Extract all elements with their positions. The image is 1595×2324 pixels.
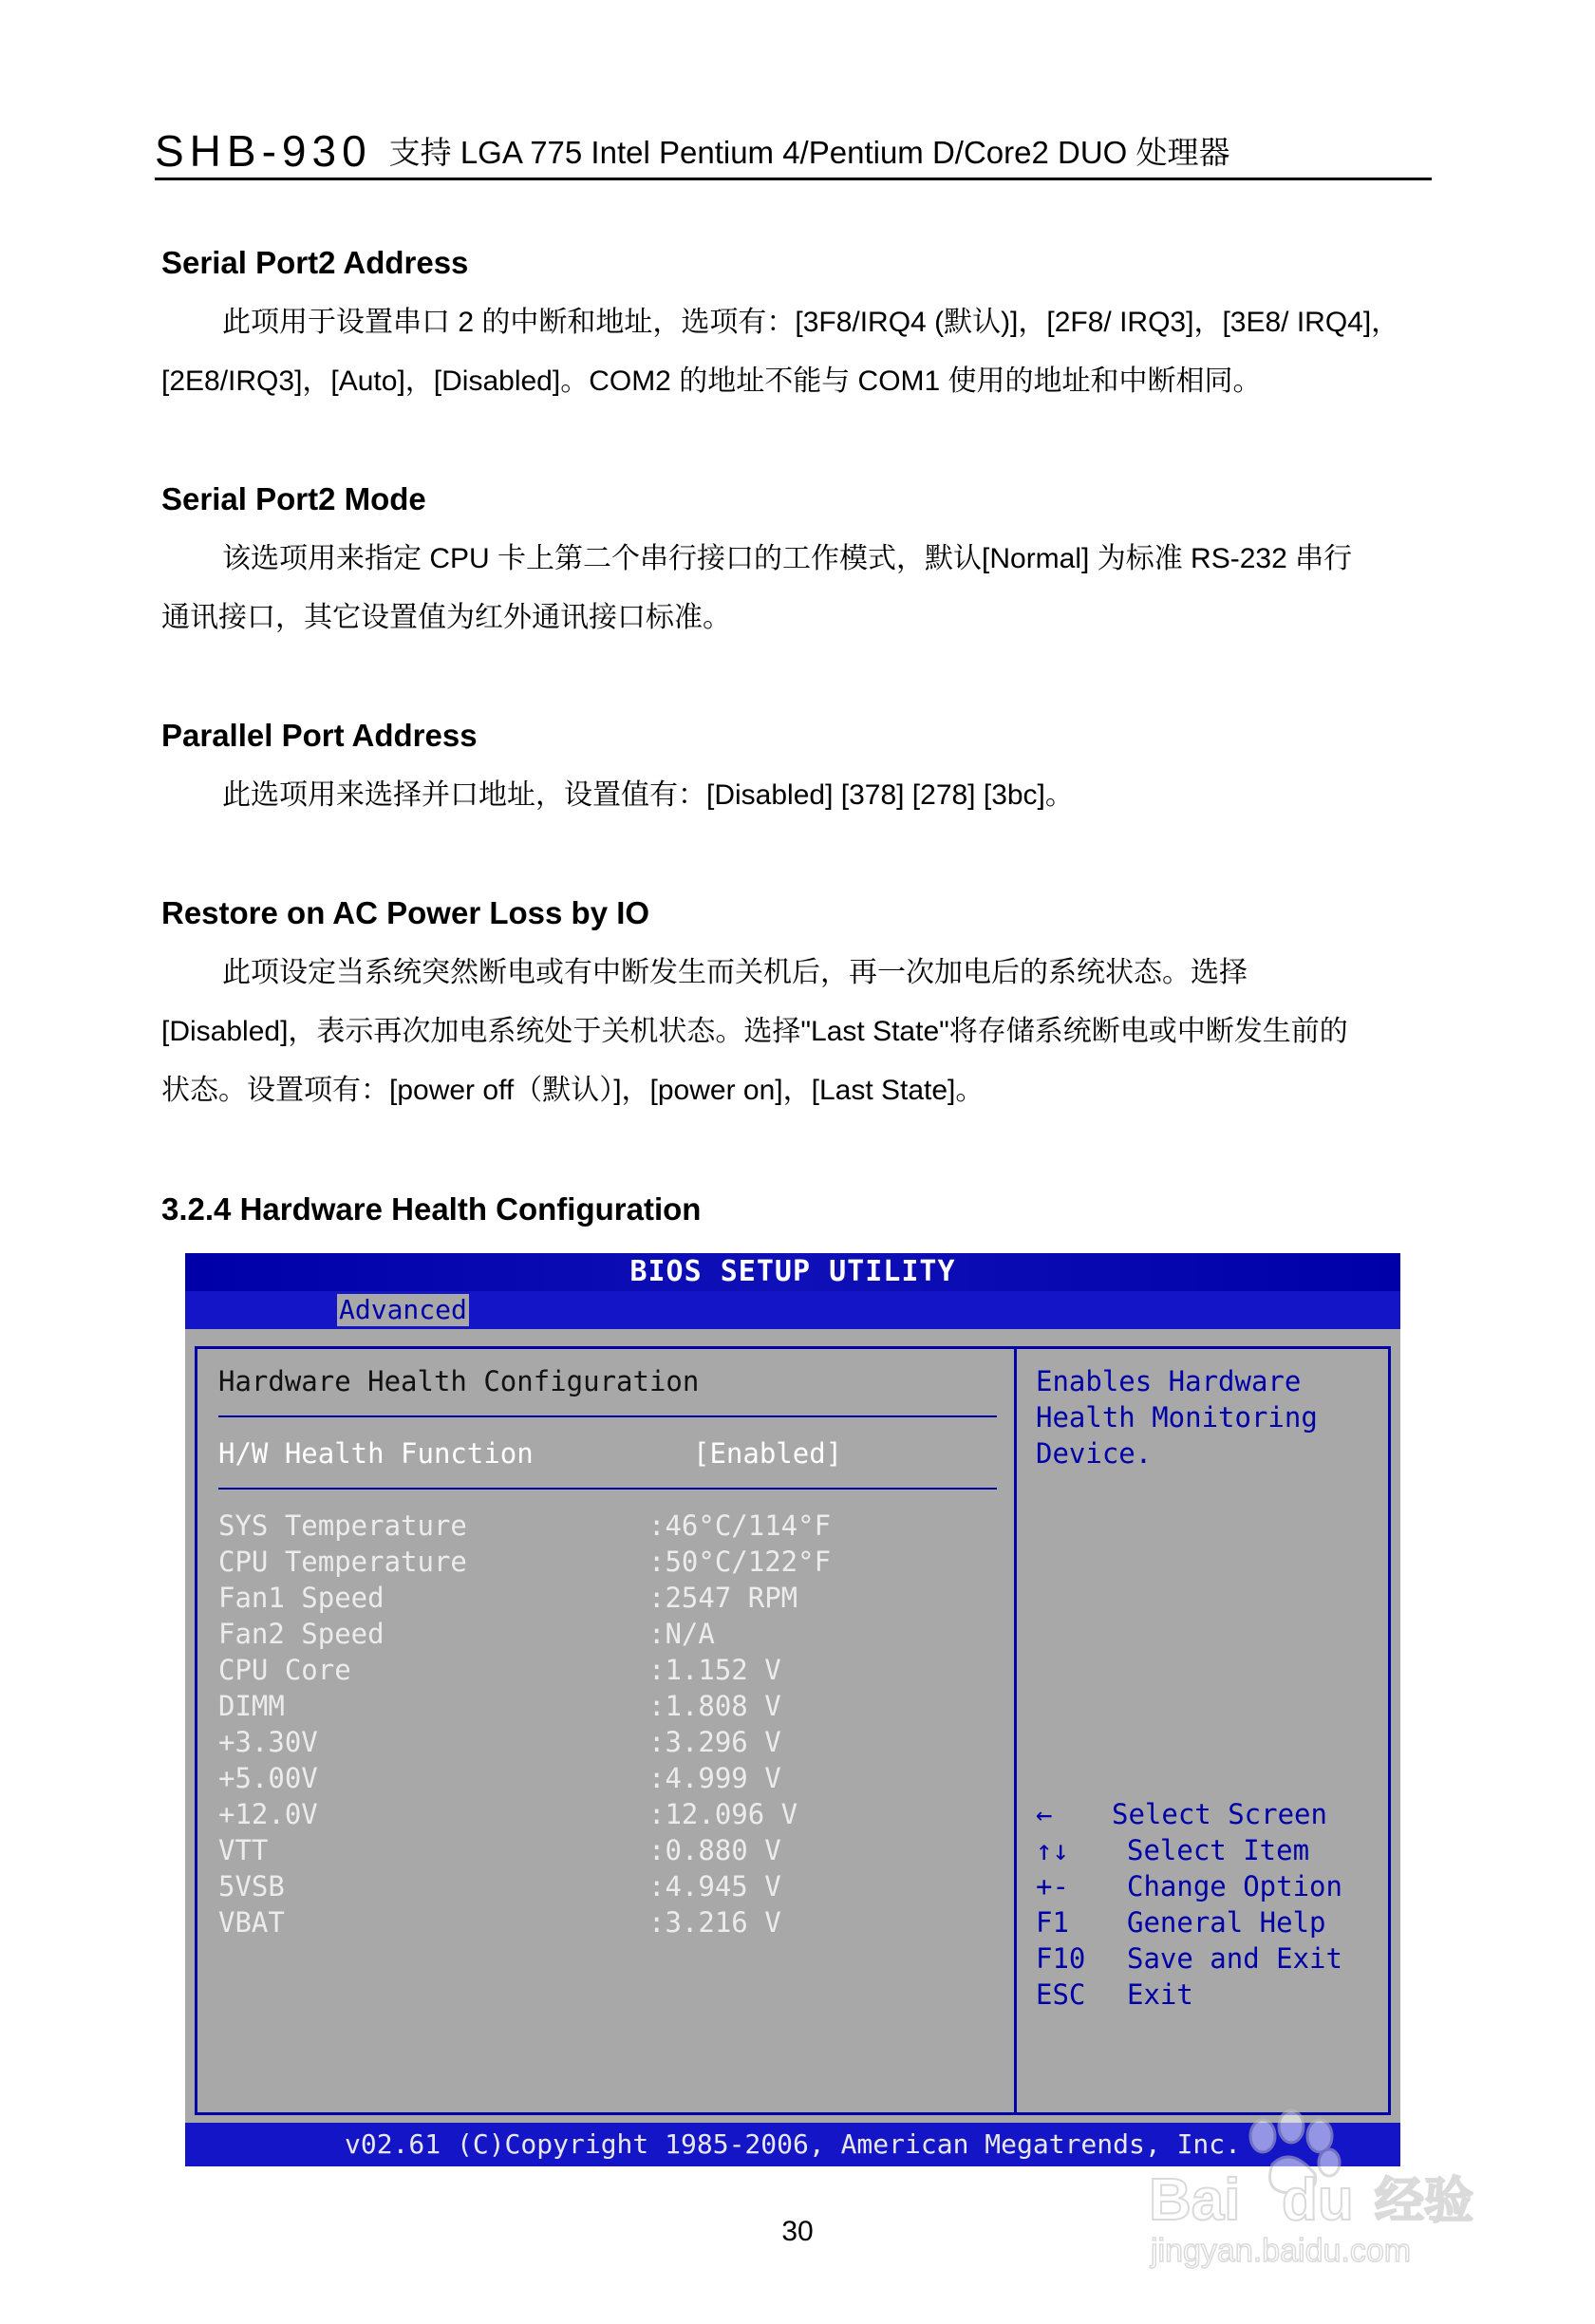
svg-text:jingyan.baidu.com: jingyan.baidu.com	[1151, 2233, 1412, 2269]
bios-reading-label: VTT	[218, 1834, 269, 1866]
bios-panel-title: Hardware Health Configuration	[218, 1365, 700, 1397]
section-body-parallel-port-address	[161, 766, 1430, 825]
bios-reading-label: VBAT	[218, 1906, 285, 1939]
bios-health-function-value[interactable]: [Enabled]	[693, 1437, 843, 1470]
bios-screenshot	[185, 1253, 1400, 2166]
bios-main-panel	[195, 1346, 1017, 2115]
bios-reading-value: :50°C/122°F	[648, 1546, 832, 1578]
bios-reading-value: :12.096 V	[648, 1798, 798, 1830]
paragraph-line: 此项设定当系统突然断电或有中断发生而关机后，再一次加电后的系统状态。选择	[222, 957, 1248, 988]
paragraph-line: 状态。设置项有：[power off（默认）]，[power on]，[Last State]。	[161, 1075, 985, 1106]
bios-help-text: Health Monitoring	[1036, 1401, 1318, 1434]
section-title-restore-ac-power: Restore on AC Power Loss by IO	[161, 895, 650, 930]
bios-reading-label: CPU Temperature	[218, 1546, 467, 1578]
paragraph-line: [Disabled]，表示再次加电系统处于关机状态。选择"Last State"将存储系统断电或中断发生前的	[161, 1016, 1348, 1047]
bios-help-panel	[1017, 1346, 1391, 2115]
bios-key: ↑↓	[1036, 1834, 1069, 1866]
section-title-parallel-port-address: Parallel Port Address	[161, 718, 478, 753]
bios-reading-value: :46°C/114°F	[648, 1509, 832, 1542]
bios-reading-label: +12.0V	[218, 1798, 318, 1830]
baidu-paw-logo	[1130, 2098, 1510, 2269]
bios-key-action: General Help	[1127, 1906, 1326, 1939]
bios-title-bar: BIOS SETUP UTILITY	[185, 1253, 1400, 1291]
header-subtitle: 支持 LGA 775 Intel Pentium 4/Pentium D/Core2 DUO 处理器	[388, 135, 1230, 170]
bios-key-action: Save and Exit	[1127, 1942, 1342, 1975]
bios-key-action: Select Item	[1127, 1834, 1310, 1866]
bios-health-function-label[interactable]: H/W Health Function	[218, 1437, 534, 1470]
section-title-serial-port2-mode: Serial Port2 Mode	[161, 481, 426, 516]
paragraph-line: 此选项用来选择并口地址，设置值有：[Disabled] [378] [278] [3bc]。	[222, 779, 1074, 811]
bios-separator	[218, 1415, 997, 1417]
section-body-restore-ac-power	[161, 944, 1430, 1120]
page-number: 30	[781, 2216, 814, 2247]
bios-key: F1	[1036, 1906, 1069, 1939]
bios-reading-value: :4.945 V	[648, 1870, 781, 1902]
bios-key: ESC	[1036, 1978, 1086, 2011]
section-body-serial-port2-mode	[161, 530, 1430, 647]
bios-reading-value: :2547 RPM	[648, 1582, 798, 1614]
bios-key-action: Select Screen	[1112, 1798, 1327, 1830]
baidu-jingyan-watermark	[1130, 2098, 1510, 2269]
section-title-serial-port2-address: Serial Port2 Address	[161, 245, 469, 280]
bios-reading-value: :3.216 V	[648, 1906, 781, 1939]
bios-menu-bar	[185, 1291, 1400, 1329]
section-body-serial-port2-address	[161, 293, 1430, 411]
bios-reading-value: :1.152 V	[648, 1654, 781, 1686]
bios-key: +-	[1036, 1870, 1069, 1902]
bios-reading-value: :3.296 V	[648, 1726, 781, 1758]
model-name: SHB-930	[155, 126, 372, 176]
bios-reading-value: :4.999 V	[648, 1762, 781, 1794]
paragraph-line: [2E8/IRQ3]，[Auto]，[Disabled]。COM2 的地址不能与 COM1 使用的地址和中断相同。	[161, 365, 1262, 397]
bios-reading-label: SYS Temperature	[218, 1509, 467, 1542]
paragraph-line: 该选项用来指定 CPU 卡上第二个串行接口的工作模式，默认[Normal] 为标准 RS-232 串行	[222, 543, 1353, 574]
bios-reading-label: DIMM	[218, 1690, 285, 1722]
bios-separator	[218, 1488, 997, 1490]
bios-reading-label: Fan2 Speed	[218, 1618, 385, 1650]
bios-reading-label: 5VSB	[218, 1870, 285, 1902]
bios-reading-value: :0.880 V	[648, 1834, 781, 1866]
bios-footer: v02.61 (C)Copyright 1985-2006, American Megatrends, Inc.	[185, 2123, 1400, 2166]
bios-key: F10	[1036, 1942, 1086, 1975]
bios-reading-value: :N/A	[648, 1618, 715, 1650]
bios-tab-advanced[interactable]: Advanced	[339, 1294, 467, 1325]
bios-help-text: Device.	[1036, 1437, 1153, 1470]
bios-reading-label: CPU Core	[218, 1654, 351, 1686]
page-header	[155, 119, 1432, 180]
paragraph-line: 通讯接口，其它设置值为红外通讯接口标准。	[161, 602, 731, 633]
svg-text:Bai: Bai	[1149, 2167, 1241, 2233]
svg-text:du: du	[1282, 2167, 1354, 2233]
bios-key-action: Exit	[1127, 1978, 1193, 2011]
bios-reading-label: +3.30V	[218, 1726, 318, 1758]
paragraph-line: 此项用于设置串口 2 的中断和地址，选项有：[3F8/IRQ4 (默认)]，[2F8/ IRQ3]，[3E8/ IRQ4]，	[222, 307, 1400, 338]
bios-key: ←	[1036, 1798, 1053, 1830]
section-title-hardware-health: 3.2.4 Hardware Health Configuration	[161, 1191, 702, 1227]
bios-help-text: Enables Hardware	[1036, 1365, 1302, 1397]
bios-reading-label: +5.00V	[218, 1762, 318, 1794]
svg-text:经验: 经验	[1375, 2174, 1474, 2229]
bios-reading-label: Fan1 Speed	[218, 1582, 385, 1614]
bios-key-action: Change Option	[1127, 1870, 1342, 1902]
bios-reading-value: :1.808 V	[648, 1690, 781, 1722]
